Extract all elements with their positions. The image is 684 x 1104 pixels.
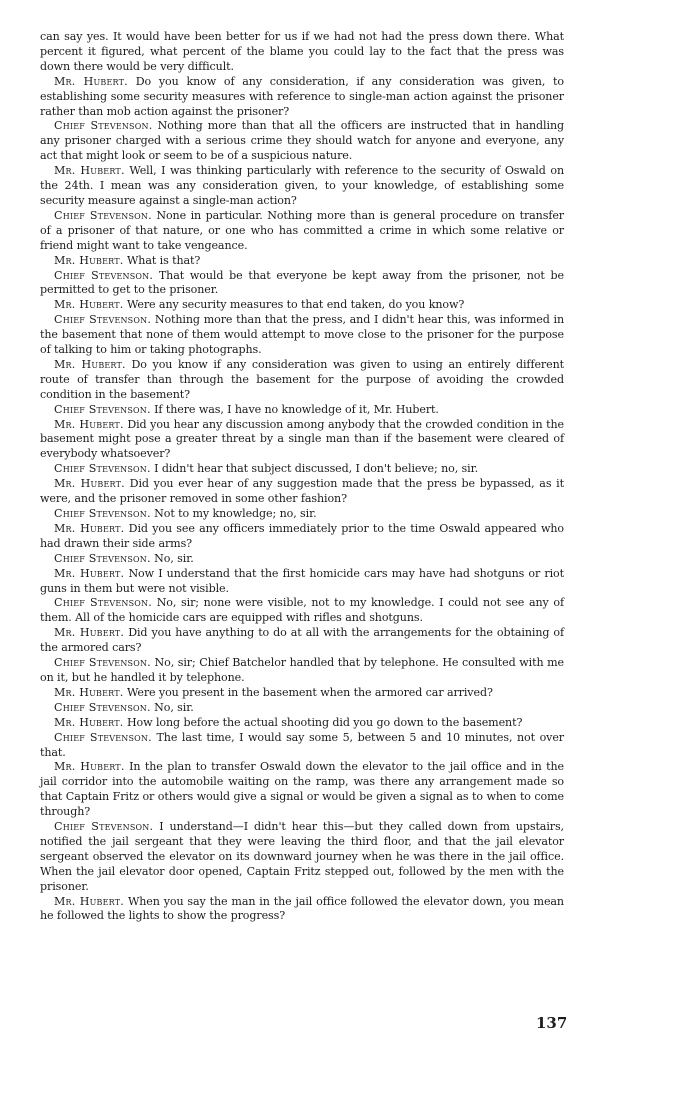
paragraph-text: What is that? <box>126 253 201 267</box>
transcript-paragraph <box>40 164 564 209</box>
paragraph-text: If there was, I have no knowledge of it, Mr. Hubert. <box>154 402 439 416</box>
paragraph-text: No, sir. <box>154 551 194 565</box>
paragraph-text: How long before the actual shooting did you go down to the basement? <box>126 715 523 729</box>
transcript-paragraph <box>40 626 564 656</box>
speaker-name: Mr. Hubert. <box>54 164 125 178</box>
speaker-name: Mr. Hubert. <box>54 477 125 491</box>
transcript-paragraph <box>40 701 564 716</box>
transcript-paragraph <box>40 507 564 522</box>
transcript-paragraph <box>40 731 564 761</box>
transcript-paragraph <box>40 358 564 403</box>
paragraph-text: In the plan to transfer Oswald down the elevator to the jail office and in the jail corridor into the automobile waiting on the ramp, was there any arrangement made so that Captain Fritz or others would give a signal or would be given a signal as to when to come through? <box>40 760 564 819</box>
speaker-name: Chief Stevenson. <box>54 402 151 416</box>
transcript-paragraph <box>40 418 564 463</box>
transcript-paragraph <box>40 820 564 895</box>
speaker-name: Chief Stevenson. <box>54 820 154 834</box>
transcript-paragraph <box>40 75 564 120</box>
paragraph-text: Not to my knowledge; no, sir. <box>154 507 317 520</box>
paragraph-text: No, sir. <box>154 700 194 714</box>
paragraph-text: That would be that everyone be kept away from the prisoner, not be permitted to get to the prisoner. <box>40 268 564 297</box>
speaker-name: Chief Stevenson. <box>54 268 154 282</box>
speaker-name: Mr. Hubert. <box>54 894 125 908</box>
transcript-paragraph <box>40 567 564 597</box>
speaker-name: Chief Stevenson. <box>54 596 152 610</box>
paragraph-text: Did you have anything to do at all with the arrangements for the obtaining of the armored cars? <box>40 626 564 655</box>
transcript-paragraph <box>40 552 564 567</box>
paragraph-text: Did you hear any discussion among anybody that the crowded condition in the basement might pose a greater threat by a single man than if the basement were cleared of everybody whatsoever? <box>40 417 564 461</box>
paragraph-text: Do you know of any consideration, if any consideration was given, to establishing some security measures with reference to single-man action against the prisoner rather than mob action against the prisoner? <box>40 74 564 118</box>
speaker-name: Chief Stevenson. <box>54 730 152 744</box>
transcript-paragraph <box>40 269 564 299</box>
speaker-name: Mr. Hubert. <box>54 715 124 729</box>
transcript-paragraph <box>40 462 564 477</box>
speaker-name: Chief Stevenson. <box>54 119 153 133</box>
paragraph-text: Well, I was thinking particularly with reference to the security of Oswald on the 24th. I mean was any consideration given, to your knowledge, of establishing some security measure against a single-man action? <box>40 164 564 207</box>
paragraph-text: Nothing more than that the press, and I didn't hear this, was informed in the basement that none of them would attempt to move close to the prisoner for the purpose of talking to him or taking photographs. <box>40 313 564 357</box>
transcript-paragraph <box>40 254 564 269</box>
transcript-paragraph <box>40 522 564 552</box>
paragraph-text: can say yes. It would have been better for us if we had not had the press down there. What percent it figured, what percent of the blame you could lay to the fact that the press was down there would be very difficult. <box>40 30 564 73</box>
paragraph-text: Were you present in the basement when the armored car arrived? <box>126 685 493 699</box>
paragraph-text: Nothing more than that all the officers are instructed that in handling any prisoner charged with a serious crime they should watch for anyone and everyone, any act that might look or seem to be of a suspicious nature. <box>40 119 564 163</box>
paragraph-text: None in particular. Nothing more than is general procedure on transfer of a prisoner of that nature, or one who has committed a crime in which some relative or friend might want to take vengeance. <box>40 208 564 252</box>
transcript-paragraph <box>40 403 564 418</box>
speaker-name: Mr. Hubert. <box>54 566 125 580</box>
paragraph-text: Now I understand that the first homicide cars may have had shotguns or riot guns in them but were not visible. <box>40 566 564 595</box>
speaker-name: Chief Stevenson. <box>54 551 151 565</box>
paragraph-text: Were any security measures to that end taken, do you know? <box>126 298 465 312</box>
transcript-paragraph <box>40 209 564 254</box>
transcript-paragraph <box>40 313 564 358</box>
speaker-name: Mr. Hubert. <box>54 74 128 88</box>
paragraph-text: Did you ever hear of any suggestion made that the press be bypassed, as it were, and the prisoner removed in some other fashion? <box>40 477 564 506</box>
transcript-paragraph <box>40 895 564 925</box>
transcript-paragraph <box>40 760 564 820</box>
speaker-name: Mr. Hubert. <box>54 357 126 371</box>
transcript-paragraph <box>40 686 564 701</box>
speaker-name: Chief Stevenson. <box>54 208 152 222</box>
speaker-name: Chief Stevenson. <box>54 462 151 476</box>
paragraph-text: When you say the man in the jail office followed the elevator down, you mean he followed the lights to show the progress? <box>40 894 564 923</box>
speaker-name: Chief Stevenson. <box>54 700 151 714</box>
page-number: 137 <box>536 1014 568 1032</box>
speaker-name: Mr. Hubert. <box>54 298 124 312</box>
paragraph-text: The last time, I would say some 5, between 5 and 10 minutes, not over that. <box>40 730 564 759</box>
paragraph-text: No, sir; none were visible, not to my knowledge. I could not see any of them. All of the homicide cars are equipped with rifles and shotguns. <box>40 596 564 625</box>
speaker-name: Mr. Hubert. <box>54 417 124 431</box>
paragraph-text: No, sir; Chief Batchelor handled that by telephone. He consulted with me on it, but he handled it by telephone. <box>40 656 564 684</box>
transcript-paragraph <box>40 30 564 75</box>
transcript-paragraph <box>40 298 564 313</box>
transcript-paragraph <box>40 596 564 626</box>
paragraph-text: Did you see any officers immediately prior to the time Oswald appeared who had drawn their side arms? <box>40 521 564 550</box>
transcript-page <box>40 30 564 924</box>
speaker-name: Mr. Hubert. <box>54 760 125 774</box>
speaker-name: Mr. Hubert. <box>54 626 125 640</box>
transcript-paragraph <box>40 119 564 164</box>
paragraph-text: I didn't hear that subject discussed, I don't believe; no, sir. <box>154 462 479 476</box>
speaker-name: Mr. Hubert. <box>54 521 125 535</box>
paragraph-text: I understand—I didn't hear this—but they called down from upstairs, notified the jail sergeant that they were leaving the third floor, and that the jail elevator sergeant observed the elevator on its downward journey when he was there in the jail office. When the jail elevator door opened, Captain Fritz stepped out, followed by the men with the prisoner. <box>40 820 564 893</box>
speaker-name: Chief Stevenson. <box>54 313 152 327</box>
speaker-name: Chief Stevenson. <box>54 507 151 520</box>
speaker-name: Chief Stevenson. <box>54 656 151 670</box>
paragraph-text: Do you know if any consideration was given to using an entirely different route of transfer than through the basement for the purpose of avoiding the crowded condition in the basement? <box>40 357 564 401</box>
transcript-paragraph <box>40 477 564 507</box>
transcript-paragraph <box>40 656 564 686</box>
transcript-paragraph <box>40 716 564 731</box>
speaker-name: Mr. Hubert. <box>54 253 124 267</box>
speaker-name: Mr. Hubert. <box>54 685 124 699</box>
